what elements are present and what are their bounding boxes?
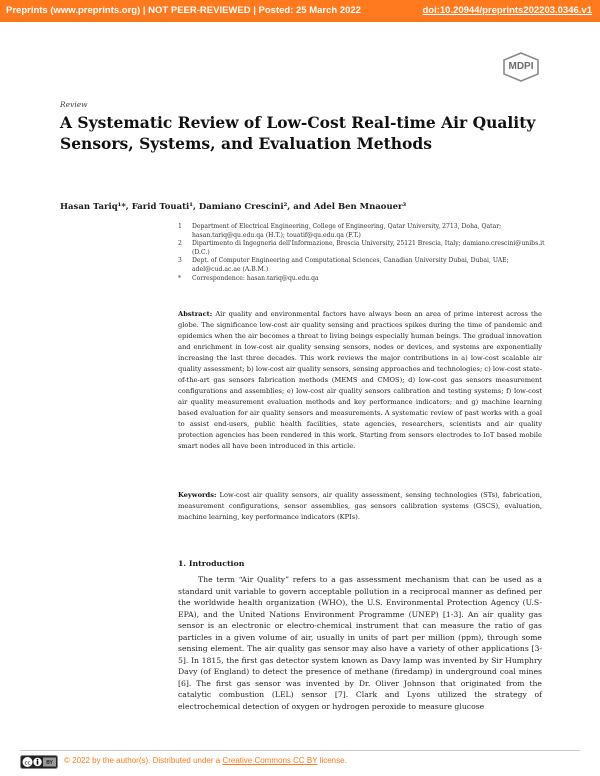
keywords-text: Low-cost air quality sensors, air quality assessment, sensing technologies (STs), fabrication, measurement configurations, sensor assemblies, gas sensors calibration systems (GSCS), evaluation, machine learning, key performance indicators (KPIs). xyxy=(178,491,542,521)
keywords-label: Keywords: xyxy=(178,491,217,499)
author-list: Hasan Tariq¹*, Farid Touati¹, Damiano Crescini², and Adel Ben Mnaouer³ xyxy=(60,202,407,212)
affiliations xyxy=(178,223,548,283)
affiliation-item: 2 Dipartimento di Ingegneria dell'Informazione, Brescia University, 25121 Brescia, Italy; damiano.crescini@unibs.it (D.C.) xyxy=(178,240,545,256)
header-info: Preprints (www.preprints.org) | NOT PEER-REVIEWED | Posted: 25 March 2022 xyxy=(6,5,361,16)
affiliation-item: 1 Department of Electrical Engineering, College of Engineering, Qatar University, 2713, Doha, Qatar; hasan.tariq@qu.edu.qa (H.T.); touatif@qu.edu.qa (F.T.) xyxy=(178,223,502,239)
correspondence: * Correspondence: hasan.tariq@qu.edu.qa xyxy=(178,274,319,282)
license-link[interactable]: Creative Commons CC BY xyxy=(222,756,318,765)
abstract-text: Air quality and environmental factors have always been an area of prime interest across the globe. The significance low-cost air quality sensing and practices spikes during the time of pandemic and epidemics when the air becomes a threat to living beings especially human beings. The gradual innovation and enrichment in low-cost air quality sensing sensors, nodes or devices, and systems are exponentially increasing the last three decades. This work reviews the major contributions in a) low-cost scalable air quality assessment; b) low-cost air quality sensors, sensing approaches and technologies; c) low-cost state-of-the-art gas sensors fabrication methods (MEMS and CMOS); d) low-cost gas sensors measurement configurations and assemblies; e) low-cost air quality sensors calibration and testing systems; f) low-cost air quality measurement evaluation methods and key performance indicators; and g) machine learning based evaluation for air quality sensors and measurements. A systematic review of past works with a goal to assist end-users, public health facilities, state agencies, researchers, scientists and air quality protection agencies has been rendered in this work. Starting from sensors electrodes to IoT based mobile smart nodes all have been introduced in this article. xyxy=(178,310,542,450)
preprint-header-bar xyxy=(0,0,600,22)
svg-text:cc: cc xyxy=(24,760,31,767)
doi-link[interactable]: doi:10.20944/preprints202203.0346.v1 xyxy=(422,5,592,16)
abstract xyxy=(178,309,542,452)
introduction-paragraph: The term “Air Quality” refers to a gas assessment mechanism that can be used as a standard unit variable to govern acceptable pollution in a reciprocal manner as defined per the worldwide health organization (WHO), the U.S. Environmental Protection Agency (U.S-EPA), and the United Nations Environment Programme (UNEP) [1-3]. An air quality gas sensor is an electronic or electro-chemical instrument that can measure the ratio of gas particles in a given volume of air, usually in units of part per million (ppm), through some sensing element. The air quality gas sensor may also have a variety of other applications [3-5]. In 1815, the first gas detector system known as Davy lamp was invented by Sir Humphry Davy (of England) to detect the presence of methane (firedamp) in underground coal mines [6]. The first gas sensor was invented by Dr. Oliver Johnson that originated from the catalytic combustion (LEL) sensor [7]. Clark and Lyons utilized the strategy of electrochemical detection of oxygen or hydrogen peroxide to measure glucose xyxy=(178,575,542,711)
mdpi-logo-text: MDPI xyxy=(508,61,534,72)
svg-text:BY: BY xyxy=(46,760,53,767)
keywords xyxy=(178,490,542,523)
abstract-label: Abstract: xyxy=(178,310,213,318)
footer-divider xyxy=(20,750,580,751)
article-type: Review xyxy=(60,100,88,109)
article-title: A Systematic Review of Low-Cost Real-time Air Quality Sensors, Systems, and Evaluation Methods xyxy=(60,113,536,153)
affiliation-item: 3 Dept. of Computer Engineering and Computational Sciences, Canadian University Dubai, Dubai, UAE; adel@cud.ac.ae (A.B.M.) xyxy=(178,257,509,273)
license-note: © 2022 by the author(s). Distributed under a Creative Commons CC BY license. xyxy=(64,756,347,765)
section-heading: 1. Introduction xyxy=(178,559,245,568)
cc-by-icon xyxy=(20,755,58,769)
